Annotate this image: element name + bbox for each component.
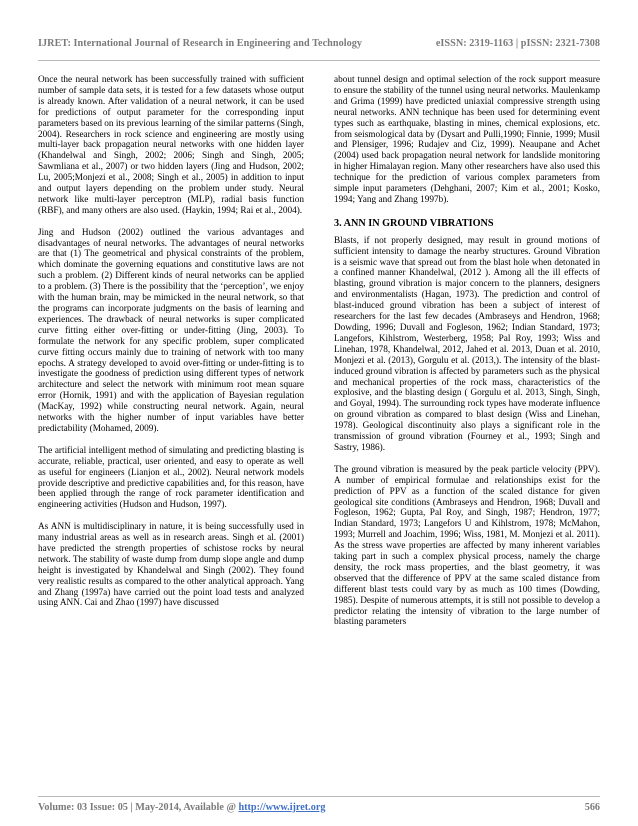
- left-column: [38, 75, 304, 620]
- journal-title: IJRET: International Journal of Research in Engineering and Technology: [38, 38, 363, 49]
- footer-divider: [38, 796, 600, 797]
- body-paragraph: Blasts, if not properly designed, may result in ground motions of sufficient intensity to damage the nearby structures. Ground Vibration is a seismic wave that spread out from the blast hole when detonated in a confined manner Khandelwal, (2012 ). Among all the ill effects of blasting, ground vibration is major concern to the planners, designers and environmentalists (Hagan, 1973). The prediction and control of blast-induced ground vibration has been a subject of interest of researchers for the last few decades (Ambraseys and Hendron, 1968; Dowding, 1996; Duvall and Fogleson, 1962; Indian Standard, 1973; Langefors, Kihlstrom, Westerberg, 1958; Pal Roy, 1993; Wiss and Linehan, 1978, Khandelwal, 2012, Jahed et al. 2013, Duan et al. 2010, Monjezi et al. (2013), Gorgulu et al. (2013,). The intensity of the blast-induced ground vibration is affected by parameters such as the physical and mechanical properties of the rock mass, characteristics of the explosive, and the blasting design ( Gorgulu et al. 2013, Singh, Singh, and Goyal, 1994). The surrounding rock types have moderate influence on ground vibration as compared to blast design (Wiss and Linehan, 1978). Geological discontinuity also plays a significant role in the transmission of ground vibration (Fourney et al., 1993; Singh and Sastry, 1986).: [334, 235, 600, 453]
- right-column: [334, 75, 600, 639]
- body-paragraph: Once the neural network has been successfully trained with sufficient number of sample data sets, it is tested for a few datasets whose output is already known. After validation of a neural network, it can be used for predictions of output parameter for the corresponding input parameters based on its previous learning of the similar patterns (Singh, 2004). Researchers in rock science and engineering are mostly using multi-layer back propagation neural networks with one hidden layer (Khandelwal and Singh, 2002; 2006; Singh and Singh, 2005; Sawmliana et al., 2007) or two hidden layers (Jing and Hudson, 2002; Lu, 2005;Monjezi et al., 2008; Singh et al., 2005) in addition to input and output layers depending on the problem under study. Neural network like multi-layer perceptron (MLP), radial basis function (RBF), and many others are also used. (Haykin, 1994; Rai et al., 2004).: [38, 75, 304, 216]
- running-header: [38, 38, 600, 54]
- footer-volume-text: Volume: 03 Issue: 05 | May-2014, Available @: [38, 802, 239, 813]
- body-paragraph: The artificial intelligent method of simulating and predicting blasting is accurate, reliable, practical, user oriented, and easy to operate as well as useful for engineers (Lianjon et al., 2002). Neural network models provide descriptive and predictive capabilities and, for this reason, have been applied through the range of rock parameter identification and engineering activities (Hudson and Hudson, 1997).: [38, 445, 304, 511]
- body-paragraph: Jing and Hudson (2002) outlined the various advantages and disadvantages of neural networks. The advantages of neural networks are that (1) The geometrical and physical constraints of the problem, which dominate the governing equations and constitutive laws are not such a problem. (2) Different kinds of neural networks can be applied to a problem. (3) There is the possibility that the ‘perception’, we enjoy with the human brain, may be mimicked in the neural network, so that the programs can incorporate judgments on the basis of learning and experiences. The drawback of neural networks is super complicated curve fitting either over-fitting or under-fitting (Jing, 2003). To formulate the network for any specific problem, super complicated curve fitting occurs mainly due to training of network with too many epochs. A strategy developed to avoid over-fitting or under-fitting is to investigate the goodness of prediction using different types of network architecture and select the network with minimum root mean square error (Hornik, 1991) and with the application of Bayesian regulation (MacKay, 1992) while constructing neural network. Again, neural networks with the higher number of input variables have better predictability (Mohamed, 2009).: [38, 227, 304, 434]
- section-heading: 3. ANN IN GROUND VIBRATIONS: [334, 217, 494, 229]
- issn-label: eISSN: 2319-1163 | pISSN: 2321-7308: [435, 38, 600, 49]
- body-paragraph: about tunnel design and optimal selection of the rock support measure to ensure the stability of the tunnel using neural networks. Maulenkamp and Grima (1999) have predicted uniaxial compressive strength using neural networks. ANN technique has been used for determining event types such as earthquake, blasting in mines, chemical explosions, etc. from seismological data by (Dysart and Pulli,1990; Finnie, 1999; Musil and Plensiger, 1996; Rudajev and Ciz, 1999). Neaupane and Achet (2004) used back propagation neural network for landslide monitoring in higher Himalayan region. Many other researchers have also used this technique for the prediction of various complex parameters from simple input parameters (Dehghani, 2007; Kim et al., 2001; Kosko, 1994; Yang and Zhang 1997b).: [334, 75, 600, 205]
- body-paragraph: As ANN is multidisciplinary in nature, it is being successfully used in many industrial areas as well as in research areas. Singh et al. (2001) have predicted the strength properties of schistose rocks by neural network. The stability of waste dump from dump slope angle and dump height is investigated by Khandelwal and Singh (2002). They found very realistic results as compared to the other analytical approach. Yang and Zhang (1997a) have carried out the point load tests and analyzed using ANN. Cai and Zhao (1997) have discussed: [38, 522, 304, 609]
- page-footer: [38, 802, 600, 816]
- header-divider: [38, 60, 600, 61]
- body-paragraph: The ground vibration is measured by the peak particle velocity (PPV). A number of empirical formulae and relationships exist for the prediction of PPV as a function of the scaled distance for given geological site conditions (Ambraseys and Hendron, 1968; Duvall and Fogleson, 1962; Gupta, Pal Roy, and Singh, 1987; Hendron, 1977; Indian Standard, 1973; Langefors U and Kihlstrom, 1978; McMahon, 1993; Murrell and Joachim, 1996; Wiss, 1981, M. Monjezi et al. 2011). As the stress wave properties are affected by many inherent variables taking part in such a complex physical process, namely the charge density, the rock mass properties, and the blast geometry, it was observed that the difference of PPV at the same scaled distance from different blast tests could vary by as much as 100 times (Dowding, 1985). Despite of numerous attempts, it is still not possible to develop a predictor relating the intensity of vibration to the large number of blasting parameters: [334, 464, 600, 628]
- footer-volume: [38, 802, 325, 813]
- page-number: 566: [584, 802, 600, 813]
- journal-website-link[interactable]: http://www.ijret.org: [238, 802, 326, 813]
